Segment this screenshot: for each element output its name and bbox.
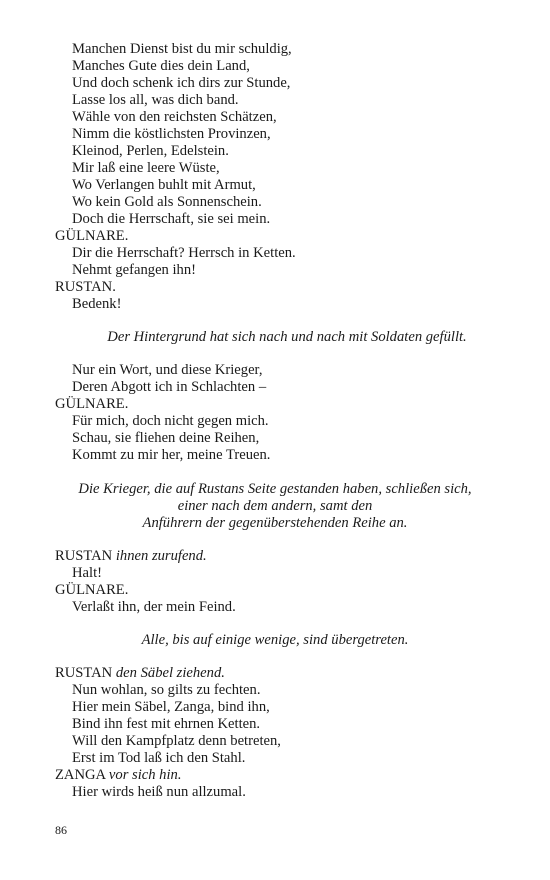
verse-line: Kommt zu mir her, meine Treuen. xyxy=(72,447,271,463)
speaker-name xyxy=(55,767,181,784)
verse-line: Will den Kampfplatz denn betreten, xyxy=(72,733,281,749)
inline-direction: den Säbel ziehend. xyxy=(115,665,225,681)
verse-line: Nehmt gefangen ihn! xyxy=(72,262,197,278)
verse-line: Manchen Dienst bist du mir schuldig, xyxy=(72,41,292,57)
verse-line: Bind ihn fest mit ehrnen Ketten. xyxy=(72,716,261,732)
verse-line: Verlaßt ihn, der mein Feind. xyxy=(72,599,236,615)
verse-line: Wähle von den reichsten Schätzen, xyxy=(72,109,277,125)
verse-line: Kleinod, Perlen, Edelstein. xyxy=(72,143,229,159)
speaker-label: ZANGA xyxy=(55,767,106,783)
verse-line: Nun wohlan, so gilts zu fechten. xyxy=(72,682,261,698)
verse-line: Nimm die köstlichsten Provinzen, xyxy=(72,126,271,142)
stage-direction: Alle, bis auf einige wenige, sind übergetreten. xyxy=(141,632,409,648)
verse-line: Mir laß eine leere Wüste, xyxy=(72,160,220,176)
speaker-name: GÜLNARE. xyxy=(55,396,129,412)
verse-line: Hier mein Säbel, Zanga, bind ihn, xyxy=(72,699,270,715)
page-number: 86 xyxy=(55,823,67,837)
verse-line: Lasse los all, was dich band. xyxy=(72,92,239,108)
verse-line: Bedenk! xyxy=(72,296,122,312)
speaker-name xyxy=(55,548,207,565)
speaker-name: GÜLNARE. xyxy=(55,228,129,244)
verse-line: Manches Gute dies dein Land, xyxy=(72,58,250,74)
stage-direction: einer nach dem andern, samt den xyxy=(177,498,373,514)
verse-line: Deren Abgott ich in Schlachten – xyxy=(72,379,267,395)
inline-direction: ihnen zurufend. xyxy=(115,548,207,564)
verse-line: Für mich, doch nicht gegen mich. xyxy=(72,413,269,429)
verse-line: Erst im Tod laß ich den Stahl. xyxy=(72,750,246,766)
verse-line: Wo Verlangen buhlt mit Armut, xyxy=(72,177,256,193)
verse-line: Doch die Herrschaft, sie sei mein. xyxy=(72,211,271,227)
speaker-label: RUSTAN xyxy=(55,548,113,564)
verse-line: Wo kein Gold als Sonnenschein. xyxy=(72,194,262,210)
speaker-label: RUSTAN xyxy=(55,665,113,681)
verse-line: Und doch schenk ich dirs zur Stunde, xyxy=(72,75,291,91)
speaker-name: GÜLNARE. xyxy=(55,582,129,598)
stage-direction: Anführern der gegenüberstehenden Reihe an. xyxy=(142,515,408,531)
inline-direction: vor sich hin. xyxy=(108,767,182,783)
verse-line: Hier wirds heiß nun allzumal. xyxy=(72,784,246,800)
stage-direction: Der Hintergrund hat sich nach und nach mit Soldaten gefüllt. xyxy=(107,329,467,345)
speaker-name xyxy=(55,665,225,682)
verse-line: Halt! xyxy=(72,565,102,581)
verse-line: Dir die Herrschaft? Herrsch in Ketten. xyxy=(72,245,296,261)
stage-direction: Die Krieger, die auf Rustans Seite gestanden haben, schließen sich, xyxy=(78,481,472,497)
verse-line: Schau, sie fliehen deine Reihen, xyxy=(72,430,260,446)
speaker-name: RUSTAN. xyxy=(55,279,116,295)
verse-line: Nur ein Wort, und diese Krieger, xyxy=(72,362,263,378)
